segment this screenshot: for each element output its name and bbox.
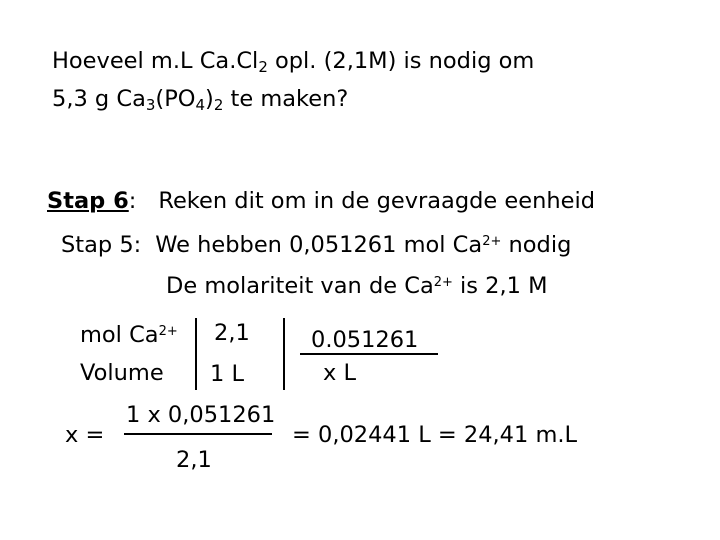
step-6-text: Reken dit om in de gevraagde eenheid [158,188,595,214]
step-5-label: Stap 5: [61,232,142,258]
table-row-1-label-text: mol Ca [80,322,159,348]
question-line-2-text: 5,3 g Ca [52,86,146,112]
table-col2-row2: x L [323,360,357,386]
step-5 [61,232,571,258]
question-line-1-text-end: opl. (2,1M) is nodig om [267,48,535,74]
calc-denominator: 2,1 [176,447,212,473]
step-5-line-2-end: is 2,1 M [452,273,548,299]
question-line-2-text-c: ) [205,86,214,112]
question-line-1 [52,48,534,74]
table-col1-row2: 1 L [210,361,245,387]
step-6 [47,188,595,214]
calc-x-label: x = [65,422,105,448]
step-5-line-2 [166,273,548,299]
calc-numerator: 1 x 0,051261 [126,402,276,428]
superscript: 2+ [158,324,178,339]
calc-fraction-line [124,433,272,435]
step-6-label: Stap 6 [47,188,129,214]
superscript: 2+ [482,234,502,249]
table-row-1-label [80,322,178,348]
subscript: 3 [145,96,156,114]
table-fraction-line [300,353,438,355]
question-line-2 [52,86,348,112]
question-line-2-text-d: te maken? [223,86,349,112]
table-divider-1 [195,318,197,390]
step-5-line-1: We hebben 0,051261 mol Ca [155,232,483,258]
question-line-1-text: Hoeveel m.L Ca.Cl [52,48,259,74]
subscript: 2 [213,96,224,114]
table-col1-row1: 2,1 [214,320,250,346]
step-5-line-2-text: De molariteit van de Ca [166,273,434,299]
subscript: 4 [195,96,206,114]
superscript: 2+ [433,275,453,290]
step-5-line-1-end: nodig [501,232,572,258]
table-col2-row1: 0.051261 [311,327,419,353]
calc-result: = 0,02441 L = 24,41 m.L [292,422,578,448]
table-divider-2 [283,318,285,390]
step-6-colon: : [128,188,137,214]
question-line-2-text-b: (PO [155,86,196,112]
table-row-2-label: Volume [80,360,164,386]
subscript: 2 [258,58,268,76]
